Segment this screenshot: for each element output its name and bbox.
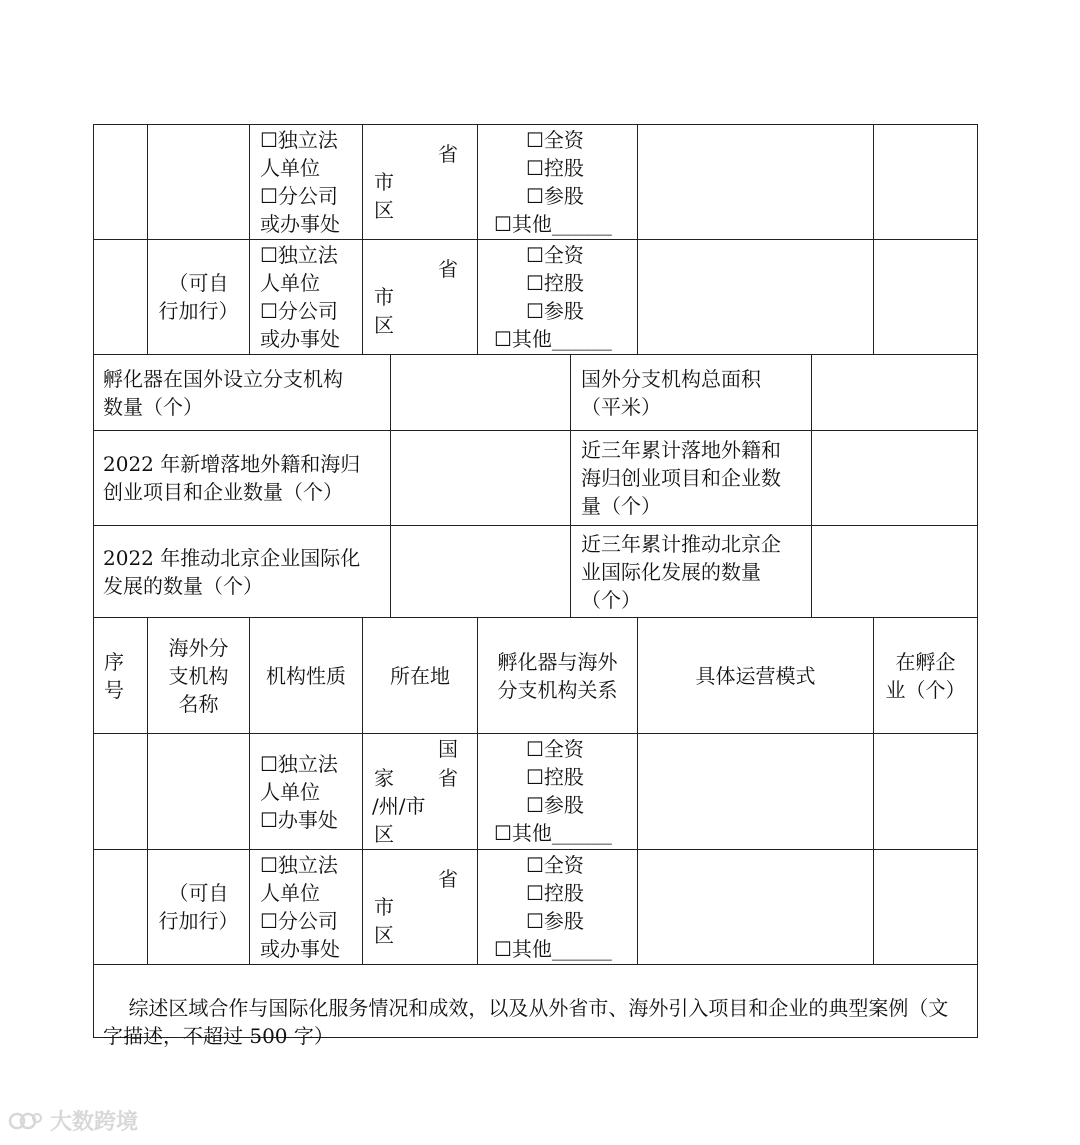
location-province: 省 [438,766,458,790]
table-rule [977,124,978,1037]
table-rule [93,964,978,965]
relation-option-holding[interactable]: ☐控股 [526,271,584,295]
add-row-note [148,240,249,354]
relation-option-full[interactable]: ☐全资 [526,853,584,877]
table-rule [362,124,363,354]
stat-label-3yr-projects [581,431,809,525]
stat-value-3yr-intl[interactable] [812,526,977,617]
location-province: 省 [438,142,458,166]
relation-option-full[interactable]: ☐全资 [526,243,584,267]
relation-option-holding[interactable]: ☐控股 [526,881,584,905]
relation-option-holding[interactable]: ☐控股 [526,765,584,789]
relation-option-share[interactable]: ☐参股 [526,909,584,933]
relation-option-share[interactable]: ☐参股 [526,184,584,208]
location-district: 区 [374,313,394,337]
location-city: 市 [374,170,394,194]
stat-value-3yr-projects[interactable] [812,431,977,525]
stat-label-text: 孵化器在国外设立分支机构 数量（个） [103,366,343,419]
header-incubating-text: 在孵企 业（个） [885,649,966,702]
watermark-logo-icon [8,1110,44,1132]
stat-value-intl-enterprises[interactable] [391,526,570,617]
org-type-options[interactable]: ☐独立法 人单位 ☐分公司 或办事处 [260,128,340,236]
header-relation-text: 孵化器与海外 分支机构关系 [497,649,618,702]
table-rule [873,124,874,354]
relation-option-other[interactable]: ☐其他______ [494,821,612,845]
table-rule [477,124,478,354]
relation-option-other[interactable]: ☐其他______ [494,937,612,961]
add-row-note-text: （可自 行加行） [158,271,239,323]
org-type-options[interactable]: ☐独立法 人单位 ☐办事处 [260,752,338,832]
stat-label-text: 国外分支机构总面积 （平米） [581,366,761,419]
stat-label-text: 近三年累计落地外籍和 海归创业项目和企业数 量（个） [581,438,781,518]
stat-label-branch-area [581,355,809,430]
add-row-note-text: （可自 行加行） [158,881,239,933]
relation-option-full[interactable]: ☐全资 [526,737,584,761]
table-rule [637,124,638,354]
relation-option-holding[interactable]: ☐控股 [526,156,584,180]
stat-label-new-projects [103,431,388,525]
location-city: 市 [374,895,394,919]
header-location [363,618,477,733]
relation-option-full[interactable]: ☐全资 [526,128,584,152]
table-rule [93,124,94,1037]
header-operation-mode-text: 具体运营模式 [695,663,816,688]
stat-label-3yr-intl [581,526,809,617]
org-type-options[interactable]: ☐独立法 人单位 ☐分公司 或办事处 [260,243,340,351]
location-district: 区 [374,822,394,846]
stat-label-branch-count [103,355,388,430]
table-rule [570,354,571,617]
table-rule [93,124,978,125]
summary-prompt-text: 综述区域合作与国际化服务情况和成效，以及从外省市、海外引入项目和企业的典型案例（文 字描述，不超过 500 字） [103,996,949,1048]
watermark [8,1105,138,1136]
stat-value-branch-count[interactable] [391,355,570,430]
stat-label-text: 近三年累计推动北京企 业国际化发展的数量 （个） [581,531,781,612]
relation-option-share[interactable]: ☐参股 [526,793,584,817]
watermark-text: 大数跨境 [50,1110,139,1135]
stat-value-branch-area[interactable] [812,355,977,430]
location-city: 市 [374,285,394,309]
stat-value-new-projects[interactable] [391,431,570,525]
location-province: 省 [438,867,458,891]
add-row-note [148,850,249,964]
table-rule [249,124,250,354]
header-incubating [874,618,977,733]
location-country-a: 国 [438,737,458,761]
relation-option-other[interactable]: ☐其他______ [494,327,612,351]
summary-prompt[interactable] [103,966,973,1048]
location-district: 区 [374,923,394,947]
header-seq-text: 序 号 [104,649,124,702]
location-state-city: /州/市 [372,794,426,818]
location-country-b: 家 [374,766,394,790]
header-branch-name-text: 海外分 支机构 名称 [168,635,229,716]
header-org-nature [250,618,362,733]
header-operation-mode [638,618,873,733]
header-relation [478,618,637,733]
stat-label-text: 2022 年新增落地外籍和海归 创业项目和企业数量（个） [103,452,361,504]
stat-label-intl-enterprises [103,526,388,617]
org-type-options[interactable]: ☐独立法 人单位 ☐分公司 或办事处 [260,853,340,961]
header-location-text: 所在地 [390,663,450,688]
location-district: 区 [374,198,394,222]
location-province: 省 [438,257,458,281]
table-rule [93,733,978,734]
header-org-nature-text: 机构性质 [266,663,346,688]
header-branch-name [148,618,249,733]
relation-option-other[interactable]: ☐其他______ [494,212,612,236]
relation-option-share[interactable]: ☐参股 [526,299,584,323]
header-seq [94,618,134,733]
stat-label-text: 2022 年推动北京企业国际化 发展的数量（个） [103,545,361,598]
